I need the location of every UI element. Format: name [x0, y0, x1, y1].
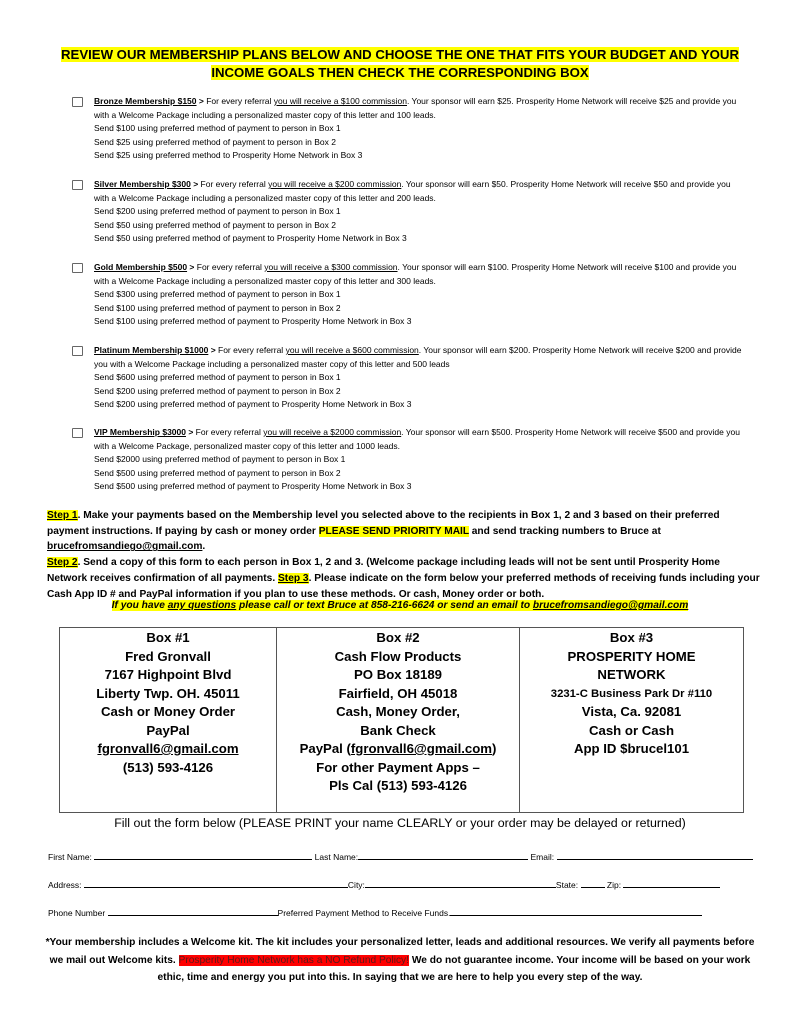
contact-mid: please call or text Bruce at 858-216-6624 or send an email to: [236, 600, 533, 611]
first-name-label: First Name:: [48, 852, 92, 862]
box-2: [277, 628, 520, 812]
plan-name: VIP Membership $3000: [94, 427, 186, 437]
box2-methods2: Bank Check: [360, 722, 436, 738]
plan-name: Platinum Membership $1000: [94, 345, 209, 355]
plan-commission: you will receive a $300 commission: [264, 262, 398, 272]
preferred-method-field[interactable]: [450, 906, 702, 916]
step3-text: . Please indicate on the form below your preferred methods of receiving funds including your Cash App ID # and PayPal information if you plan to use these methods. Or cash, Money order or both.: [47, 572, 760, 600]
box2-title: Box #2: [376, 630, 420, 645]
plan-name: Gold Membership $500: [94, 262, 188, 272]
email-label: Email:: [530, 852, 555, 862]
city-field[interactable]: [365, 878, 556, 888]
plan-pre: For every referral: [196, 262, 265, 272]
contact-questions: any questions: [167, 600, 237, 611]
step2-text: . Send a copy of this form to each person in Box 1, 2 and 3. (Welcome package including leads will not be sent until Prosperity Home Network receives confirmation of all payments.: [47, 557, 720, 584]
box3-methods: Cash or Cash: [588, 722, 674, 738]
plan-arrow: >: [190, 179, 201, 189]
box2-email-link[interactable]: fgronvall6@gmail.com: [350, 741, 493, 756]
plan-box1-instruction: Send $200 using preferred method of payment to person in Box 1: [94, 206, 341, 217]
form-title: Fill out the form below (PLEASE PRINT your name CLEARLY or your order may be delayed or returned): [114, 816, 686, 830]
box2-street: PO Box 18189: [354, 667, 442, 682]
platinum-checkbox[interactable]: [72, 346, 83, 356]
box1-city: Liberty Twp. OH. 45011: [96, 685, 240, 701]
box1-phone: (513) 593-4126: [122, 759, 214, 775]
box3-app-id: App ID $brucel101: [573, 741, 690, 756]
address-label: Address:: [48, 880, 82, 890]
box1-methods: Cash or Money Order: [100, 704, 236, 719]
plan-box2-instruction: Send $50 using preferred method of payment to person in Box 2: [94, 219, 336, 230]
plan-commission: you will receive a $2000 commission: [263, 427, 402, 437]
gold-checkbox[interactable]: [72, 263, 83, 273]
plan-box1-instruction: Send $300 using preferred method of payment to person in Box 1: [94, 289, 341, 300]
state-label: State:: [555, 880, 579, 890]
box2-phone: Pls Cal (513) 593-4126: [329, 778, 467, 793]
plan-box3-instruction: Send $100 using preferred method of payment to Prosperity Home Network in Box 3: [94, 316, 412, 327]
plan-silver: [72, 178, 762, 246]
box2-methods: Cash, Money Order,: [336, 704, 460, 719]
plan-pre: For every referral: [206, 96, 274, 106]
box-3: [520, 628, 743, 812]
contact-line: [40, 599, 760, 613]
plan-commission: you will receive a $100 commission: [273, 96, 407, 106]
headline: [40, 46, 760, 82]
email-field[interactable]: [557, 850, 753, 860]
plan-arrow: >: [185, 427, 196, 437]
zip-field[interactable]: [623, 878, 720, 888]
plan-box3-instruction: Send $50 using preferred method of payment to Prosperity Home Network in Box 3: [94, 233, 407, 244]
plan-name: Silver Membership $300: [94, 179, 191, 189]
plan-box1-instruction: Send $2000 using preferred method of payment to person in Box 1: [94, 454, 346, 465]
step1-text: . Make your payments based on the Membership level you selected above to the recipients in Box 1, 2 and 3 based on their preferred payment instructions. If paying by cash or money order: [47, 510, 720, 537]
box1-title: Box #1: [146, 630, 190, 645]
step3-label: Step 3: [278, 572, 309, 584]
box1-email-link[interactable]: fgronvall6@gmail.com: [97, 741, 239, 756]
plan-platinum: [72, 344, 762, 412]
box3-city: Vista, Ca. 92081: [581, 704, 682, 719]
plan-box2-instruction: Send $100 using preferred method of payment to person in Box 2: [94, 302, 341, 313]
headline-line-2: INCOME GOALS THEN CHECK THE CORRESPONDING BOX: [211, 65, 589, 80]
step1-tail: and send tracking numbers to Bruce at: [468, 525, 661, 537]
plan-post: . Your sponsor will earn $50. Prosperity Home Network will receive $50 and provide you: [401, 179, 731, 189]
steps-instructions: [47, 508, 762, 602]
plan-gold: [72, 261, 762, 329]
silver-checkbox[interactable]: [72, 180, 83, 190]
box2-city: Fairfield, OH 45018: [338, 685, 458, 701]
box3-title: Box #3: [609, 630, 654, 645]
bronze-checkbox[interactable]: [72, 97, 83, 107]
box3-street: 3231-C Business Park Dr #110: [550, 687, 713, 700]
plan-vip: [72, 426, 762, 494]
footer-post: We do not guarantee income. Your income will be based on your work ethic, time and energy you put into this. In saying that we are here to help you every step of the way.: [157, 954, 751, 983]
plan-box2-instruction: Send $500 using preferred method of payment to person in Box 2: [94, 467, 341, 478]
plan-post: . Your sponsor will earn $25. Prosperity Home Network will receive $25 and provide you: [406, 96, 737, 106]
plan-pre: For every referral: [200, 179, 269, 189]
step2-label: Step 2: [47, 557, 78, 569]
contact-pre: If you have: [111, 600, 168, 611]
plan-name: Bronze Membership $150: [94, 96, 197, 106]
plan-box1-instruction: Send $600 using preferred method of payment to person in Box 1: [94, 372, 341, 383]
payment-boxes: [59, 627, 744, 813]
plan-box2-instruction: Send $200 using preferred method of payment to person in Box 2: [94, 385, 341, 396]
address-field[interactable]: [84, 878, 348, 888]
last-name-field[interactable]: [358, 850, 528, 860]
plan-line2: you with a Welcome Package including a personalized master copy of this letter and 500 leads: [94, 358, 450, 369]
plan-arrow: >: [208, 345, 219, 355]
step1-end: .: [202, 541, 206, 553]
plan-pre: For every referral: [195, 427, 264, 437]
box1-name: Fred Gronvall: [125, 648, 211, 664]
plan-box3-instruction: Send $500 using preferred method of payment to Prosperity Home Network in Box 3: [94, 481, 412, 492]
priority-mail-note: PLEASE SEND PRIORITY MAIL: [318, 525, 469, 537]
plan-pre: For every referral: [218, 345, 286, 355]
headline-line-1: REVIEW OUR MEMBERSHIP PLANS BELOW AND CHOOSE THE ONE THAT FITS YOUR BUDGET AND YOUR: [61, 47, 739, 62]
box3-name2: NETWORK: [597, 667, 666, 682]
plan-commission: you will receive a $200 commission: [268, 179, 402, 189]
footer-note: [40, 934, 760, 987]
plan-bronze: [72, 95, 762, 163]
box1-paypal: PayPal: [146, 722, 190, 738]
first-name-field[interactable]: [94, 850, 312, 860]
plan-box3-instruction: Send $200 using preferred method of payment to Prosperity Home Network in Box 3: [94, 399, 412, 410]
plan-box2-instruction: Send $25 using preferred method of payment to person in Box 2: [94, 136, 336, 147]
vip-checkbox[interactable]: [72, 428, 83, 438]
city-label: City:: [347, 880, 365, 890]
box2-other-apps: For other Payment Apps –: [316, 759, 480, 775]
plan-box1-instruction: Send $100 using preferred method of payment to person in Box 1: [94, 123, 341, 134]
form-row-phone: [48, 906, 702, 919]
plan-post: . Your sponsor will earn $500. Prosperity Home Network will receive $500 and provide you: [401, 427, 740, 437]
plan-line2: with a Welcome Package including a personalized master copy of this letter and 100 leads.: [94, 109, 436, 120]
plan-line2: with a Welcome Package including a personalized master copy of this letter and 200 leads.: [94, 192, 436, 203]
plan-post: . Your sponsor will earn $100. Prosperity Home Network will receive $100 and provide you: [397, 262, 737, 272]
form-row-address: [48, 878, 720, 891]
preferred-method-label: Preferred Payment Method to Receive Funds.: [277, 908, 451, 918]
box3-name1: PROSPERITY HOME: [567, 648, 696, 664]
contact-email-link[interactable]: brucefromsandiego@gmail.com: [532, 600, 689, 611]
box2-name: Cash Flow Products: [334, 648, 462, 664]
state-field[interactable]: [581, 878, 605, 888]
plan-post: . Your sponsor will earn $200. Prosperity Home Network will receive $200 and provide: [418, 345, 742, 355]
box1-street: 7167 Highpoint Blvd: [104, 667, 232, 682]
box2-paypal-pre: PayPal (: [299, 741, 351, 756]
box-1: [60, 628, 277, 812]
form-row-names: [48, 850, 753, 863]
last-name-label: Last Name:: [314, 852, 359, 862]
refund-policy: Prosperity Home Network has a NO Refund Policy!: [178, 954, 409, 966]
step1-label: Step 1: [47, 510, 78, 521]
box2-paypal-post: ): [492, 741, 497, 756]
plan-box3-instruction: Send $25 using preferred method to Prosperity Home Network in Box 3: [94, 150, 363, 161]
zip-label: Zip:: [606, 880, 622, 890]
plan-arrow: >: [187, 262, 197, 272]
plan-commission: you will receive a $600 commission: [285, 345, 419, 355]
bruce-email-link[interactable]: brucefromsandiego@gmail.com: [47, 541, 203, 553]
plan-line2: with a Welcome Package, personalized master copy of this letter and 1000 leads.: [94, 440, 401, 451]
phone-field[interactable]: [108, 906, 278, 916]
footer-pre: *Your membership includes a Welcome kit. The kit includes your personalized letter, leads and additional resources. We verify all payments before we mail out Welcome kits.: [45, 937, 755, 966]
plan-line2: with a Welcome Package including a personalized master copy of this letter and 300 leads.: [94, 275, 436, 286]
phone-label: Phone Number: [48, 908, 106, 918]
box2-paypal: [277, 740, 519, 759]
plan-arrow: >: [196, 96, 207, 106]
